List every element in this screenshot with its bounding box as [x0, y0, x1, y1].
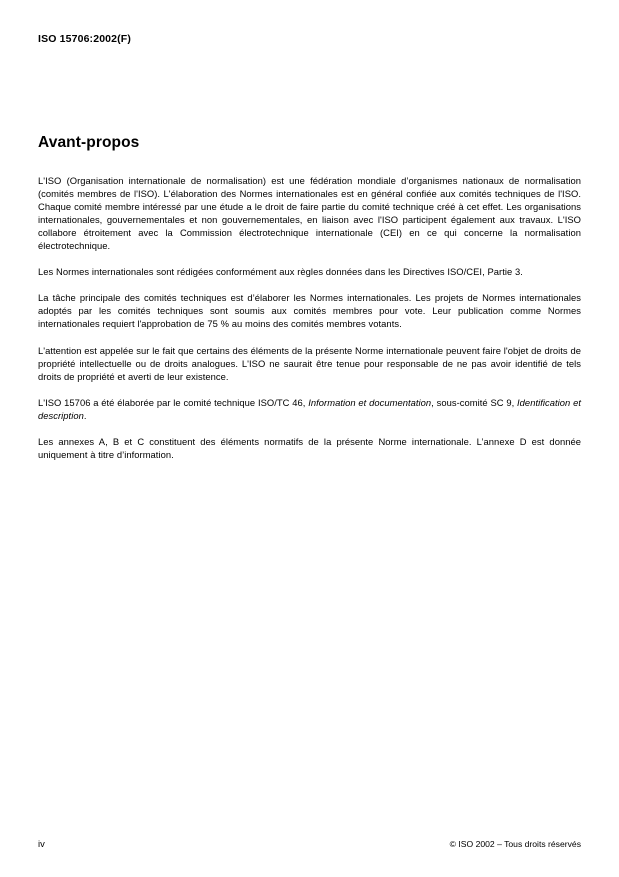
running-header: ISO 15706:2002(F) [38, 33, 132, 45]
paragraph-directives: Les Normes internationales sont rédigées conformément aux règles données dans les Directives ISO/CEI, Partie 3. [38, 266, 523, 278]
paragraph-iso-definition: L'ISO (Organisation internationale de normalisation) est une fédération mondiale d’organismes nationaux de normalisation (comités membres de l'ISO). L'élaboration des Normes internationales est en général confiée aux comités techniques de l'ISO. Chaque comité membre intéressé par une étude a le droit de faire partie du comité technique créé à cet effet. Les organisations internationales, gouvernementales et non gouvernementales, en liaison avec l'ISO participent également aux travaux. L'ISO collabore étroitement avec la Commission électrotechnique internationale (CEI) en ce qui concerne la normalisation électrotechnique. [38, 174, 581, 252]
section-title-avant-propos: Avant-propos [38, 134, 140, 151]
committee-origin-text-3: . [83, 409, 87, 421]
paragraph-committee-origin [38, 396, 581, 422]
committee-origin-text-1: L'ISO 15706 a été élaborée par le comité technique ISO/TC 46, [38, 396, 309, 408]
page-content [38, 134, 581, 461]
paragraph-patent-rights: L'attention est appelée sur le fait que certains des éléments de la présente Norme internationale peuvent faire l'objet de droits de propriété intellectuelle ou de droits analogues. L'ISO ne saurait être tenue pour responsable de ne pas avoir identifié de tels droits de propriété et averti de leur existence. [38, 344, 581, 382]
committee-origin-text-2: , sous-comité SC 9, [431, 396, 518, 408]
paragraph-annexes: Les annexes A, B et C constituent des éléments normatifs de la présente Norme internationale. L’annexe D est donnée uniquement à titre d’information. [38, 436, 581, 461]
footer-page-number: iv [38, 838, 45, 849]
committee-title-information-et-documentation: Information et documentation [308, 396, 432, 408]
paragraph-technical-committees: La tâche principale des comités techniques est d’élaborer les Normes internationales. Les projets de Normes internationales adoptés par les comités techniques sont soumis aux comités membres pour vote. Leur publication comme Normes internationales requiert l'approbation de 75 % au moins des comités membres votants. [38, 292, 581, 330]
footer-copyright-notice: © ISO 2002 – Tous droits réservés [449, 839, 581, 849]
subcommittee-title-identification-et-description: Identification et description [38, 396, 581, 421]
page-footer [38, 838, 581, 852]
